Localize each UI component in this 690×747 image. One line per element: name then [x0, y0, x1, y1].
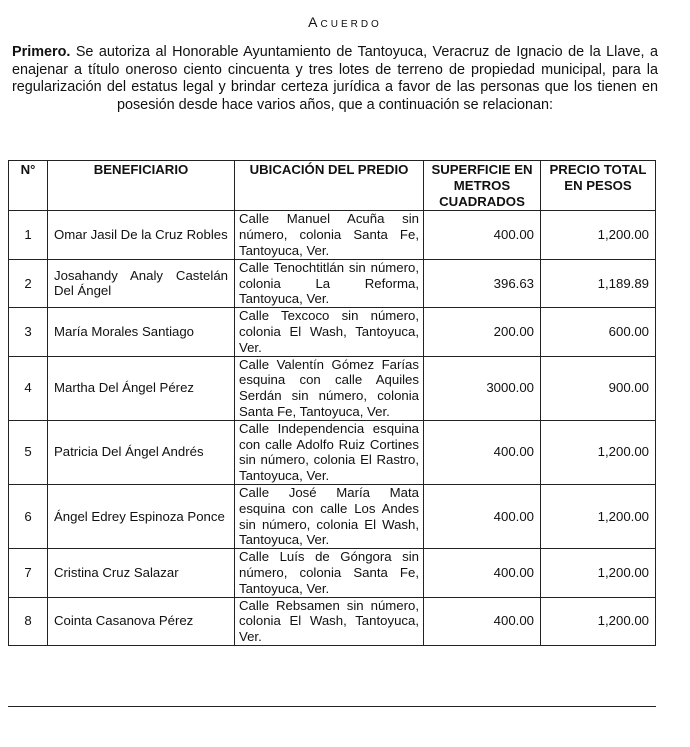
- header-number: N°: [9, 161, 48, 211]
- row-number: 2: [9, 259, 48, 307]
- table-row: [9, 549, 656, 597]
- superficie-cell: 400.00: [424, 420, 541, 484]
- header-beneficiario: BENEFICIARIO: [48, 161, 235, 211]
- beneficiario-cell: Josahandy Analy Castelán Del Ángel: [48, 259, 235, 307]
- superficie-cell: 400.00: [424, 597, 541, 645]
- row-number: 7: [9, 549, 48, 597]
- precio-cell: 1,200.00: [541, 484, 656, 548]
- precio-cell: 1,200.00: [541, 597, 656, 645]
- table-row: [9, 308, 656, 356]
- header-superficie: SUPERFICIE EN METROS CUADRADOS: [424, 161, 541, 211]
- beneficiario-cell: María Morales Santiago: [48, 308, 235, 356]
- ubicacion-cell: Calle Manuel Acuña sin número, colonia Santa Fe, Tantoyuca, Ver.: [235, 211, 424, 259]
- ubicacion-cell: Calle José María Mata esquina con calle Los Andes sin número, colonia El Wash, Tantoyuca, Ver.: [235, 484, 424, 548]
- superficie-cell: 400.00: [424, 484, 541, 548]
- header-ubicacion: UBICACIÓN DEL PREDIO: [235, 161, 424, 211]
- beneficiario-cell: Ángel Edrey Espinoza Ponce: [48, 484, 235, 548]
- beneficiario-cell: Cointa Casanova Pérez: [48, 597, 235, 645]
- header-precio: PRECIO TOTAL EN PESOS: [541, 161, 656, 211]
- document-title: Acuerdo: [308, 14, 382, 30]
- beneficiario-cell: Omar Jasil De la Cruz Robles: [48, 211, 235, 259]
- table-row: [9, 484, 656, 548]
- superficie-cell: 400.00: [424, 549, 541, 597]
- table-row: [9, 356, 656, 420]
- row-number: 3: [9, 308, 48, 356]
- precio-cell: 1,200.00: [541, 549, 656, 597]
- ubicacion-cell: Calle Tenochtitlán sin número, colonia La Reforma, Tantoyuca, Ver.: [235, 259, 424, 307]
- table-row: [9, 211, 656, 259]
- beneficiario-cell: Martha Del Ángel Pérez: [48, 356, 235, 420]
- superficie-cell: 396.63: [424, 259, 541, 307]
- row-number: 4: [9, 356, 48, 420]
- paragraph-text: Se autoriza al Honorable Ayuntamiento de Tantoyuca, Veracruz de Ignacio de la Llave, a enajenar a título oneroso ciento cincuenta y tres lotes de terreno de propiedad municipal, para la regularización del estatus legal y brindar certeza jurídica a favor de las personas que los tienen en posesión desde hace varios años, que a continuación se relacionan:: [12, 44, 658, 113]
- ubicacion-cell: Calle Independencia esquina con calle Adolfo Ruiz Cortines sin número, colonia El Rastro, Tantoyuca, Ver.: [235, 420, 424, 484]
- table-row: [9, 420, 656, 484]
- superficie-cell: 200.00: [424, 308, 541, 356]
- superficie-cell: 400.00: [424, 211, 541, 259]
- beneficiario-cell: Patricia Del Ángel Andrés: [48, 420, 235, 484]
- precio-cell: 1,200.00: [541, 420, 656, 484]
- precio-cell: 900.00: [541, 356, 656, 420]
- superficie-cell: 3000.00: [424, 356, 541, 420]
- table-bottom-rule: [8, 706, 656, 707]
- ubicacion-cell: Calle Texcoco sin número, colonia El Wash, Tantoyuca, Ver.: [235, 308, 424, 356]
- precio-cell: 1,200.00: [541, 211, 656, 259]
- ubicacion-cell: Calle Valentín Gómez Farías esquina con calle Aquiles Serdán sin número, colonia Santa Fe, Tantoyuca, Ver.: [235, 356, 424, 420]
- ubicacion-cell: Calle Luís de Góngora sin número, colonia Santa Fe, Tantoyuca, Ver.: [235, 549, 424, 597]
- precio-cell: 1,189.89: [541, 259, 656, 307]
- row-number: 5: [9, 420, 48, 484]
- beneficiario-cell: Cristina Cruz Salazar: [48, 549, 235, 597]
- table-header-row: [9, 161, 656, 211]
- precio-cell: 600.00: [541, 308, 656, 356]
- row-number: 6: [9, 484, 48, 548]
- table-row: [9, 259, 656, 307]
- lots-table: [8, 160, 656, 646]
- paragraph-lead: Primero.: [12, 44, 71, 60]
- row-number: 1: [9, 211, 48, 259]
- row-number: 8: [9, 597, 48, 645]
- ubicacion-cell: Calle Rebsamen sin número, colonia El Wash, Tantoyuca, Ver.: [235, 597, 424, 645]
- table-row: [9, 597, 656, 645]
- agreement-paragraph: [12, 44, 658, 114]
